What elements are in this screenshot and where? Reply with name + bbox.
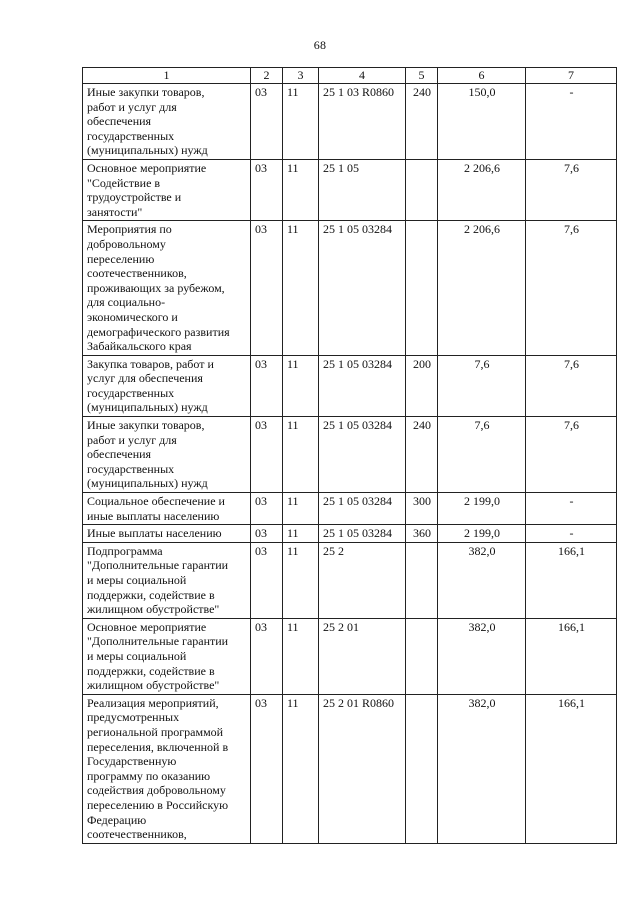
expense-type-cell <box>406 618 438 694</box>
target-article-cell: 25 1 05 <box>319 159 406 220</box>
target-article-cell: 25 1 05 03284 <box>319 355 406 416</box>
row-name-cell: Мероприятия по добровольному переселению соотечественников, проживающих за рубежом, для социально- экономического и демографического развития Забайкальского края <box>83 221 251 355</box>
column-header: 5 <box>406 68 438 84</box>
target-article-cell: 25 1 05 03284 <box>319 221 406 355</box>
section-code-cell: 03 <box>251 542 283 618</box>
target-article-cell: 25 1 05 03284 <box>319 525 406 543</box>
expense-type-cell <box>406 159 438 220</box>
section-code-cell: 03 <box>251 694 283 843</box>
amount-cell: 382,0 <box>438 542 526 618</box>
amount-2-cell: 7,6 <box>526 159 617 220</box>
expense-type-cell: 360 <box>406 525 438 543</box>
expense-type-cell <box>406 221 438 355</box>
table-row <box>83 417 617 493</box>
subsection-code-cell: 11 <box>283 493 319 525</box>
amount-cell: 2 199,0 <box>438 493 526 525</box>
amount-cell: 382,0 <box>438 694 526 843</box>
amount-cell: 7,6 <box>438 417 526 493</box>
subsection-code-cell: 11 <box>283 84 319 160</box>
amount-2-cell: 166,1 <box>526 694 617 843</box>
expense-type-cell: 240 <box>406 417 438 493</box>
table-row <box>83 542 617 618</box>
target-article-cell: 25 1 05 03284 <box>319 493 406 525</box>
expense-type-cell: 200 <box>406 355 438 416</box>
page-number: 68 <box>313 38 327 52</box>
table-row <box>83 618 617 694</box>
column-header: 6 <box>438 68 526 84</box>
table-row <box>83 525 617 543</box>
expense-type-cell <box>406 542 438 618</box>
amount-cell: 2 206,6 <box>438 221 526 355</box>
row-name-cell: Основное мероприятие "Дополнительные гарантии и меры социальной поддержки, содействие в жилищном обустройстве" <box>83 618 251 694</box>
subsection-code-cell: 11 <box>283 525 319 543</box>
expense-type-cell: 300 <box>406 493 438 525</box>
amount-2-cell: 7,6 <box>526 221 617 355</box>
section-code-cell: 03 <box>251 493 283 525</box>
amount-cell: 2 199,0 <box>438 525 526 543</box>
expense-type-cell: 240 <box>406 84 438 160</box>
column-header: 2 <box>251 68 283 84</box>
column-header: 7 <box>526 68 617 84</box>
section-code-cell: 03 <box>251 417 283 493</box>
row-name-cell: Закупка товаров, работ и услуг для обеспечения государственных (муниципальных) нужд <box>83 355 251 416</box>
section-code-cell: 03 <box>251 355 283 416</box>
row-name-cell: Реализация мероприятий, предусмотренных региональной программой переселения, включенной в Государственную программу по оказанию содействия добровольному переселению в Российскую Федерацию соотечественников, <box>83 694 251 843</box>
subsection-code-cell: 11 <box>283 694 319 843</box>
row-name-cell: Социальное обеспечение и иные выплаты населению <box>83 493 251 525</box>
budget-table <box>82 67 617 844</box>
section-code-cell: 03 <box>251 525 283 543</box>
expense-type-cell <box>406 694 438 843</box>
subsection-code-cell: 11 <box>283 159 319 220</box>
table-row <box>83 694 617 843</box>
amount-cell: 7,6 <box>438 355 526 416</box>
target-article-cell: 25 1 03 R0860 <box>319 84 406 160</box>
target-article-cell: 25 1 05 03284 <box>319 417 406 493</box>
column-header: 1 <box>83 68 251 84</box>
amount-cell: 150,0 <box>438 84 526 160</box>
amount-2-cell: - <box>526 525 617 543</box>
column-header: 4 <box>319 68 406 84</box>
subsection-code-cell: 11 <box>283 355 319 416</box>
subsection-code-cell: 11 <box>283 618 319 694</box>
table-header-row <box>83 68 617 84</box>
subsection-code-cell: 11 <box>283 542 319 618</box>
row-name-cell: Подпрограмма "Дополнительные гарантии и меры социальной поддержки, содействие в жилищном обустройстве" <box>83 542 251 618</box>
row-name-cell: Иные выплаты населению <box>83 525 251 543</box>
amount-2-cell: 166,1 <box>526 618 617 694</box>
row-name-cell: Основное мероприятие "Содействие в трудоустройстве и занятости" <box>83 159 251 220</box>
row-name-cell: Иные закупки товаров, работ и услуг для обеспечения государственных (муниципальных) нужд <box>83 84 251 160</box>
target-article-cell: 25 2 01 <box>319 618 406 694</box>
column-header: 3 <box>283 68 319 84</box>
amount-2-cell: 7,6 <box>526 417 617 493</box>
amount-cell: 382,0 <box>438 618 526 694</box>
section-code-cell: 03 <box>251 159 283 220</box>
row-name-cell: Иные закупки товаров, работ и услуг для обеспечения государственных (муниципальных) нужд <box>83 417 251 493</box>
target-article-cell: 25 2 01 R0860 <box>319 694 406 843</box>
amount-2-cell: 166,1 <box>526 542 617 618</box>
table-row <box>83 159 617 220</box>
amount-2-cell: - <box>526 493 617 525</box>
table-row <box>83 355 617 416</box>
target-article-cell: 25 2 <box>319 542 406 618</box>
subsection-code-cell: 11 <box>283 221 319 355</box>
subsection-code-cell: 11 <box>283 417 319 493</box>
table-row <box>83 84 617 160</box>
section-code-cell: 03 <box>251 84 283 160</box>
section-code-cell: 03 <box>251 618 283 694</box>
amount-2-cell: - <box>526 84 617 160</box>
section-code-cell: 03 <box>251 221 283 355</box>
amount-2-cell: 7,6 <box>526 355 617 416</box>
table-row <box>83 221 617 355</box>
amount-cell: 2 206,6 <box>438 159 526 220</box>
table-row <box>83 493 617 525</box>
